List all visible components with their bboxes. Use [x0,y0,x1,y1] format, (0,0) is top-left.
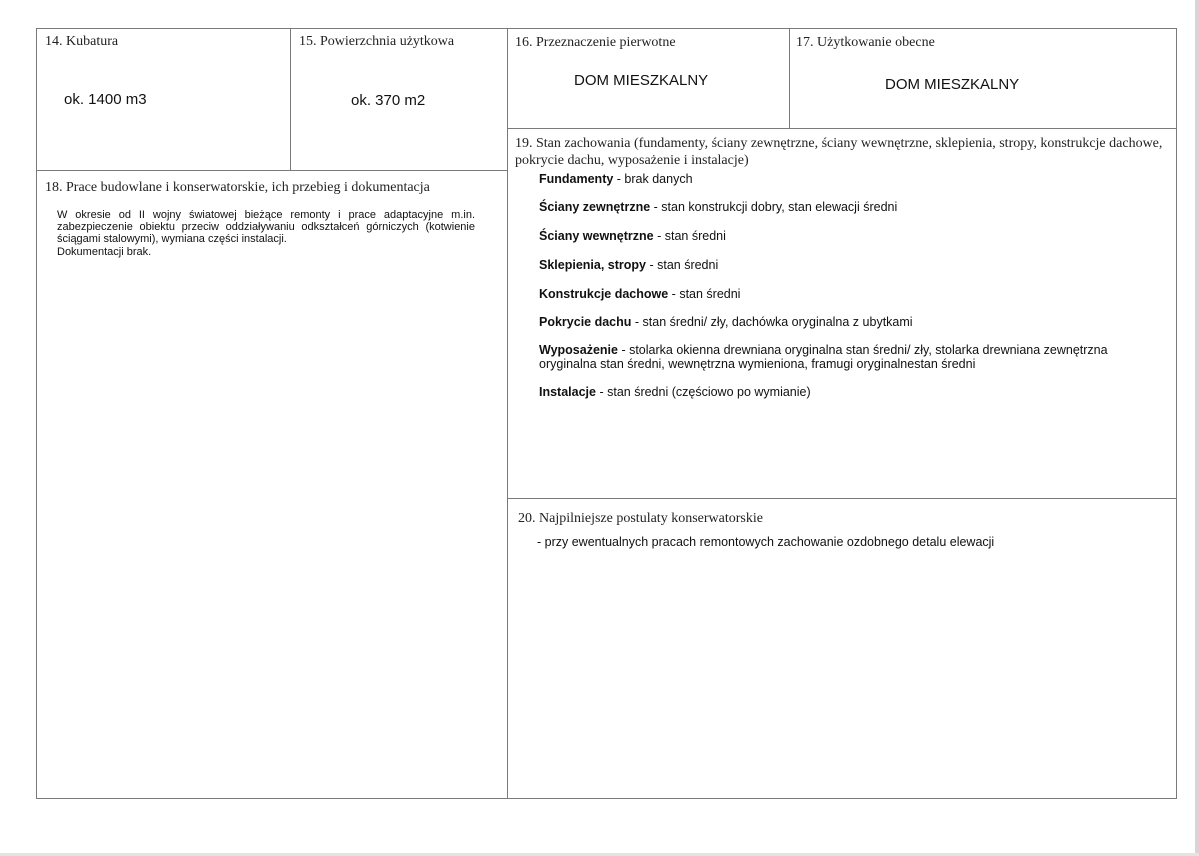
state-item-separator: - [653,229,665,243]
state-item-separator: - [650,200,662,214]
state-item-separator: - [617,343,630,357]
box-uzytkowanie-value: DOM MIESZKALNY [885,76,1020,93]
box-stan-label: 19. Stan zachowania (fundamenty, ściany zewnętrzne, ściany wewnętrzne, sklepienia, stropy, konstrukcje dachowe, pokrycie dachu, wyposażenie i instalacje) [515,136,1163,168]
state-item-text: stan średni/ zły, dachówka oryginalna z ubytkami [642,315,913,329]
state-item-sciany-zewnetrzne [539,200,1149,229]
state-item-name: Fundamenty [539,172,614,186]
state-item-name: Ściany zewnętrzne [539,200,651,214]
state-item-instalacje [539,385,1149,401]
state-item-separator: - [645,258,658,272]
box-przeznaczenie-label: 16. Przeznaczenie pierwotne [515,35,676,50]
state-item-text: stan średni (częściowo po wymianie) [607,385,811,399]
state-item-name: Konstrukcje dachowe [539,287,669,301]
state-item-text: stan średni [679,287,741,301]
box-przeznaczenie-value: DOM MIESZKALNY [574,72,709,89]
box-powierzchnia-value: ok. 370 m2 [351,92,426,109]
state-item-pokrycie [539,315,1149,343]
state-list [539,172,1149,401]
box-postulaty-label: 20. Najpilniejsze postulaty konserwatorskie [518,511,763,526]
state-item-separator: - [668,287,680,301]
state-item-name: Wyposażenie [539,343,618,357]
state-item-text: stan średni [657,258,719,272]
state-item-name: Ściany wewnętrzne [539,229,654,243]
state-item-name: Instalacje [539,385,596,399]
box-prace-text: W okresie od II wojny światowej bieżące remonty i prace adaptacyjne m.in. zabezpieczenie obiektu przeciw oddziaływaniu odkształceń górniczych (kotwienie ściągami stalowymi), wymiana części instalacji. [57,209,475,245]
state-item-sklepienia [539,258,1149,287]
state-item-separator: - [631,315,643,329]
state-item-name: Sklepienia, stropy [539,258,646,272]
state-item-text: stolarka okienna drewniana oryginalna stan średni/ zły, stolarka drewniana zewnętrzna oryginalna stan średni, wewnętrzna wymieniona, framugi oryginalnestan średni [539,343,1108,371]
state-item-sciany-wewnetrzne [539,229,1149,258]
state-item-fundamenty [539,172,1149,200]
box-prace-label: 18. Prace budowlane i konserwatorskie, ich przebieg i dokumentacja [45,180,430,195]
state-item-text: stan średni [664,229,726,243]
box-powierzchnia-label: 15. Powierzchnia użytkowa [299,34,455,49]
state-item-wyposazenie [539,343,1149,385]
state-item-separator: - [613,172,625,186]
box-kubatura-value: ok. 1400 m3 [64,91,147,108]
box-prace-dokumentacja: Dokumentacji brak. [57,246,152,258]
state-item-text: stan konstrukcji dobry, stan elewacji średni [661,200,898,214]
box-postulaty-text: - przy ewentualnych pracach remontowych zachowanie ozdobnego detalu elewacji [537,535,995,549]
state-item-name: Pokrycie dachu [539,315,632,329]
box-uzytkowanie-label: 17. Użytkowanie obecne [796,35,935,50]
state-item-konstrukcje [539,287,1149,315]
box-kubatura-label: 14. Kubatura [45,34,119,49]
state-item-text: brak danych [624,172,693,186]
scan-edge-right [1195,0,1199,856]
state-item-separator: - [595,385,608,399]
